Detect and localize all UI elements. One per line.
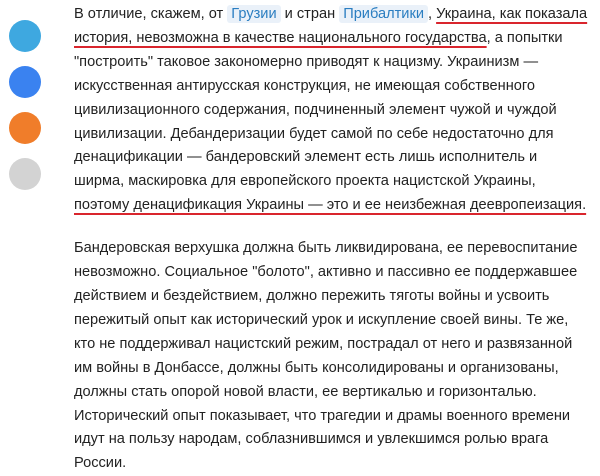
share-buttons xyxy=(9,20,41,204)
text-line: ширма, маскировка для европейского проекта нацистской Украины, xyxy=(74,173,536,190)
text-line: "построить" таковое закономерно приводят к нацизму. Украинизм — xyxy=(74,53,539,70)
text-line xyxy=(74,3,598,27)
paragraph-2 xyxy=(74,237,598,476)
share-button-3[interactable] xyxy=(9,112,41,144)
highlighted-text: поэтому денацификация Украины — это и ее неизбежная деевропеизация. xyxy=(74,197,587,214)
highlighted-text: история, невозможна в качестве национального государства xyxy=(74,29,487,46)
text-segment: В отличие, скажем, от xyxy=(74,6,228,22)
text-line: денацификации — бандеровский элемент есть лишь исполнитель и xyxy=(74,149,538,166)
text-line xyxy=(74,27,598,51)
paragraph-1 xyxy=(74,3,598,218)
text-line xyxy=(74,194,598,218)
text-line: кто не поддерживал нацистский режим, пострадал от него и развязанной xyxy=(74,335,573,352)
text-line: невозможно. Социальное "болото", активно и пассивно ее поддержавшее xyxy=(74,264,578,281)
article-body xyxy=(74,3,598,476)
share-button-2[interactable] xyxy=(9,66,41,98)
text-line: цивилизационного содержания, подчиненный элемент чужой и чуждой xyxy=(74,101,557,118)
share-button-4[interactable] xyxy=(9,158,41,190)
text-line: им войны в Донбассе, должны быть консолидированы и организованы, xyxy=(74,359,559,376)
text-line: искусственная антирусская конструкция, не имеющая собственного xyxy=(74,77,536,94)
text-line: идут на пользу народам, соблазнившимся и увлекшимся ролью врага xyxy=(74,431,549,448)
text-line: Бандеровская верхушка должна быть ликвидирована, ее перевоспитание xyxy=(74,240,578,257)
text-segment: , а попытки xyxy=(486,29,563,46)
share-button-1[interactable] xyxy=(9,20,41,52)
text-line: пережитый опыт как исторический урок и искупление своей вины. Те же, xyxy=(74,311,569,328)
highlighted-text: Украина, как показала xyxy=(436,6,588,22)
tag-georgia[interactable]: Грузии xyxy=(227,5,280,23)
text-line: должны стать опорой новой власти, ее вертикалью и горизонталью. xyxy=(74,383,537,400)
tag-baltics[interactable]: Прибалтики xyxy=(339,5,428,23)
text-segment: , xyxy=(428,6,437,22)
text-line: России. xyxy=(74,455,127,472)
text-segment: и стран xyxy=(280,6,340,22)
text-line: Исторический опыт показывает, что трагедии и драмы военного времени xyxy=(74,407,571,424)
text-line: действием и бездействием, должно пережить тяготы войны и усвоить xyxy=(74,287,550,304)
text-line: цивилизации. Дебандеризации будет самой по себе недостаточно для xyxy=(74,125,554,142)
